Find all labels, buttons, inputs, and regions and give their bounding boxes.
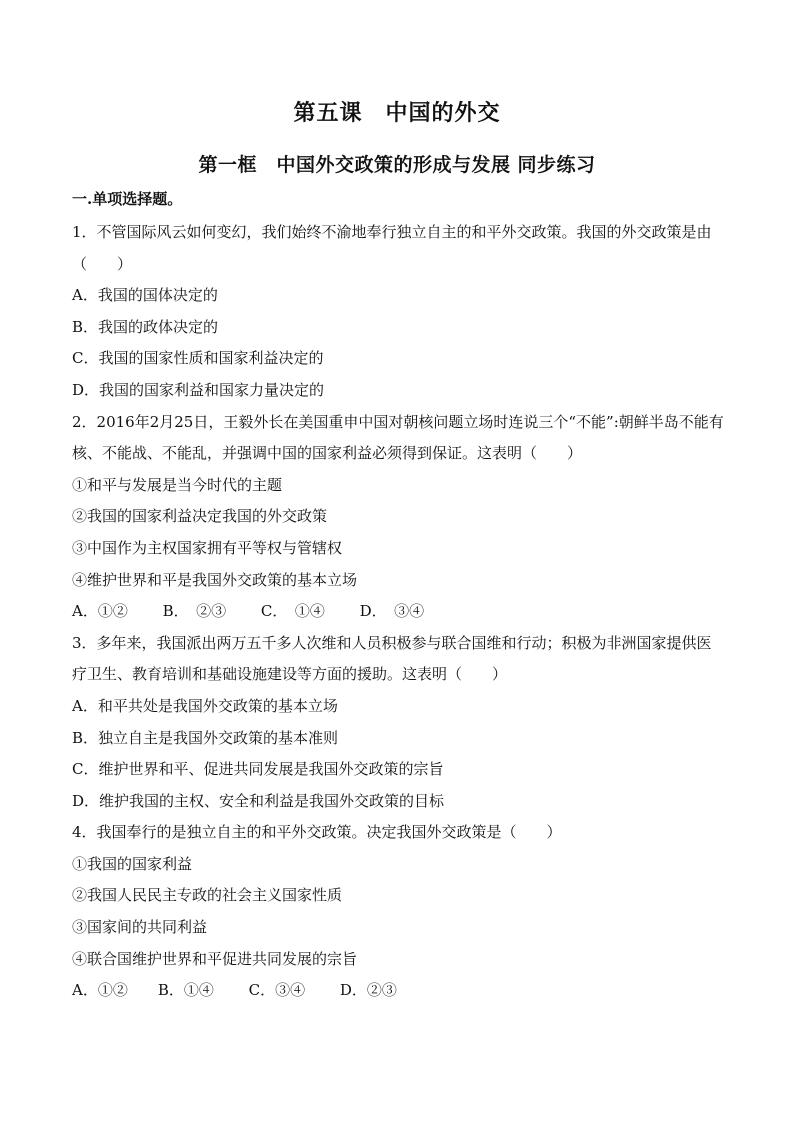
option-d: D．我国的国家利益和国家力量决定的	[72, 380, 325, 399]
section-heading: 一.单项选择题。	[72, 190, 183, 208]
question-stem: 3．多年来，我国派出两万五千多人次维和人员积极参与联合国维和行动；积极为非洲国家提供医疗卫生、教育培训和基础设施建设等方面的援助。这表明（ ）	[72, 633, 712, 684]
option-d: D．维护我国的主权、安全和利益是我国外交政策的目标	[72, 791, 445, 810]
statement-4: ④联合国维护世界和平促进共同发展的宗旨	[72, 949, 358, 968]
answer-options: A．①② B． ②③ C． ①④ D． ③④	[72, 602, 425, 621]
option-c: C．我国的国家性质和国家利益决定的	[72, 349, 324, 368]
statement-3: ③国家间的共同利益	[72, 918, 208, 937]
option-b: B．我国的政体决定的	[72, 317, 219, 336]
answer-options: A．①② B．①④ C．③④ D．②③	[72, 981, 397, 1000]
option-c: C．维护世界和平、促进共同发展是我国外交政策的宗旨	[72, 760, 444, 779]
statement-3: ③中国作为主权国家拥有平等权与管辖权	[72, 538, 343, 557]
statement-1: ①和平与发展是当今时代的主题	[72, 475, 283, 494]
question-stem: 1．不管国际风云如何变幻，我们始终不渝地奉行独立自主的和平外交政策。我国的外交政策是由（ ）	[72, 223, 712, 273]
statement-4: ④维护世界和平是我国外交政策的基本立场	[72, 570, 358, 589]
lesson-title: 第五课 中国的外交	[293, 100, 501, 126]
statement-2: ②我国人民民主专政的社会主义国家性质	[72, 886, 343, 905]
option-a: A．我国的国体决定的	[72, 286, 218, 305]
question-4	[72, 817, 724, 1007]
statement-1: ①我国的国家利益	[72, 854, 193, 873]
option-b: B．独立自主是我国外交政策的基本准则	[72, 728, 339, 747]
question-stem: 4．我国奉行的是独立自主的和平外交政策。决定我国外交政策是（ ）	[72, 823, 562, 842]
question-3	[72, 628, 724, 818]
question-stem: 2．2016年2月25日，王毅外长在美国重申中国对朝核问题立场时连说三个“不能”:朝鲜半岛不能有核、不能战、不能乱，并强调中国的国家利益必须得到保证。这表明（ ）	[72, 412, 724, 463]
statement-2: ②我国的国家利益决定我国的外交政策	[72, 507, 328, 526]
question-list	[72, 217, 724, 1007]
option-a: A．和平共处是我国外交政策的基本立场	[72, 696, 338, 715]
lesson-subtitle: 第一框 中国外交政策的形成与发展 同步练习	[198, 154, 596, 176]
question-2	[72, 407, 724, 628]
question-1	[72, 217, 724, 407]
